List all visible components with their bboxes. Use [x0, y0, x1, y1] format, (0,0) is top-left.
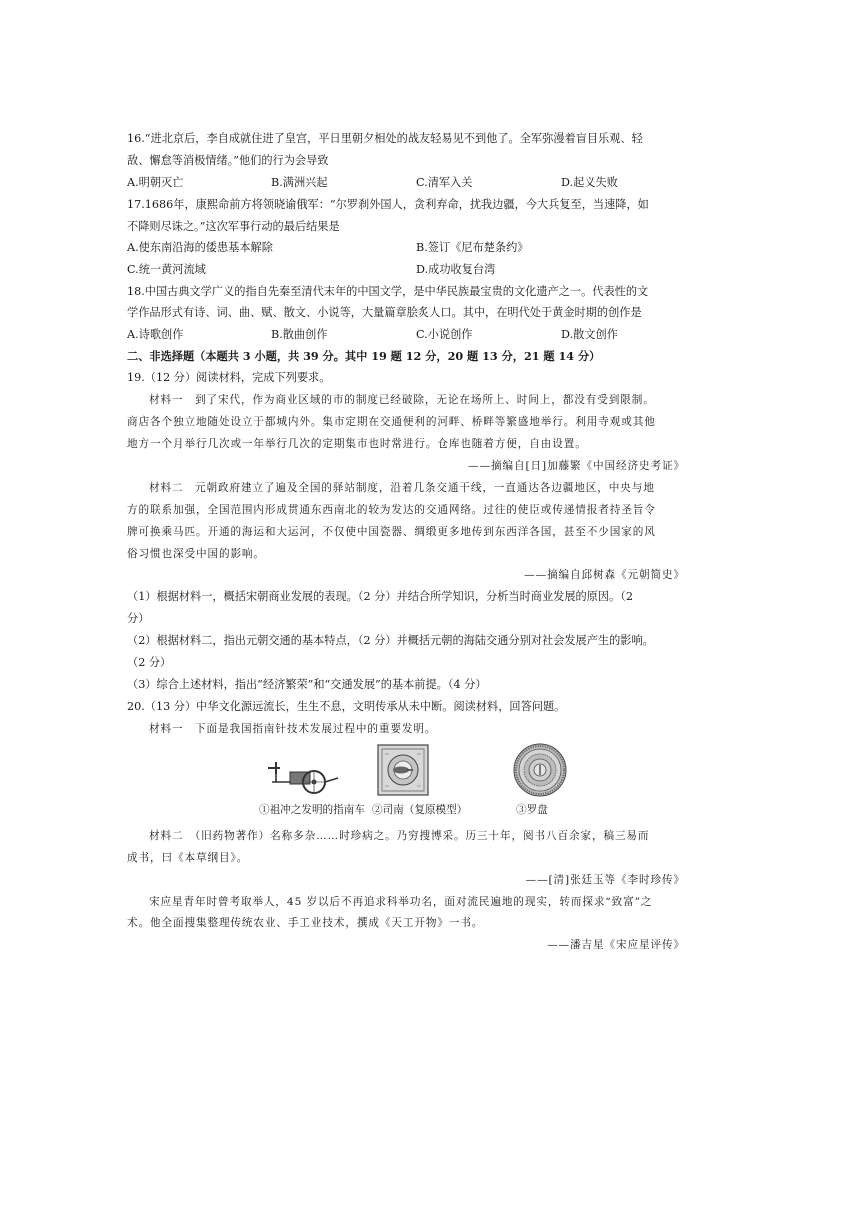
q19-material2-line1: 材料二 元朝政府建立了遍及全国的驿站制度，沿着几条交通干线，一直通达各边疆地区，中央与地	[149, 482, 655, 494]
q19-part1-line2: 分）	[127, 612, 150, 625]
figure3-caption: ③罗盘	[516, 804, 548, 816]
q20-material2-line1: 材料二 （旧药物著作）名称多杂……时珍病之。乃穷搜博采。历三十年，阅书八百余家，稿三易而	[149, 830, 650, 842]
q19-material1-source: ——摘编自[日]加藤繁《中国经济史考证》	[468, 460, 685, 472]
q17-option-d: D.成功收复台湾	[416, 263, 496, 276]
q16-option-b: B.满洲兴起	[271, 176, 328, 189]
q17-option-c: C.统一黄河流域	[127, 263, 206, 276]
q19-material2-line3: 牌可换乘马匹。开通的海运和大运河，不仅使中国瓷器、绸缎更多地传到东西洋各国，甚至不少国家的风	[127, 526, 656, 538]
q19-intro: 19.（12 分）阅读材料，完成下列要求。	[127, 371, 331, 384]
q19-material1-line2: 商店各个独立地随处设立于都城内外。集市定期在交通便利的河畔、桥畔等繁盛地举行。利用寺观或其他	[127, 416, 656, 428]
figure1-caption: ①祖冲之发明的指南车	[259, 804, 365, 816]
q20-material1: 材料一 下面是我国指南针技术发展过程中的重要发明。	[149, 723, 437, 735]
sinan-model-image	[377, 744, 429, 796]
q18-stem-line2: 学作品形式有诗、词、曲、赋、散文、小说等，大量篇章脍炙人口。其中，在明代处于黄金时期的创作是	[127, 306, 642, 319]
q20-material3-source: ——潘吉星《宋应星评传》	[547, 939, 685, 951]
q19-part2-line2: （2 分）	[127, 656, 172, 669]
q17-stem-line2: 不降则尽诛之。”这次军事行动的最后结果是	[127, 220, 340, 233]
figure2-caption: ②司南（复原模型）	[372, 804, 468, 816]
q17-option-b: B.签订《尼布楚条约》	[416, 241, 529, 254]
q20-material3-line2: 术。他全面搜集整理传统农业、手工业技术，撰成《天工开物》一书。	[127, 917, 484, 929]
q20-material2-line2: 成书，曰《本草纲目》。	[127, 852, 249, 864]
q18-option-a: A.诗歌创作	[127, 328, 184, 341]
q19-material2-source: ——摘编自邱树森《元朝简史》	[524, 569, 685, 581]
q19-material2-line4: 俗习惯也深受中国的影响。	[127, 548, 265, 560]
south-pointing-chariot-image	[262, 752, 342, 796]
q19-material1-line1: 材料一 到了宋代，作为商业区域的市的制度已经破除，无论在场所上、时间上，都没有受到限制。	[149, 394, 655, 406]
section-two-heading: 二、非选择题（本题共 3 小题，共 39 分。其中 19 题 12 分，20 题 13 分，21 题 14 分）	[127, 349, 601, 363]
q20-intro: 20.（13 分）中华文化源远流长，生生不息，文明传承从未中断。阅读材料，回答问题。	[127, 700, 566, 713]
q17-stem-line1: 17.1686年，康熙命前方将领晓谕俄军：“尔罗刹外国人，贪利弃命，扰我边疆，今大兵复至，当速降，如	[127, 198, 649, 211]
q19-material2-line2: 方的联系加强，全国范围内形成贯通东西南北的较为发达的交通网络。过往的使臣或传递情报者持圣旨令	[127, 504, 656, 516]
q19-part3: （3）综合上述材料，指出“经济繁荣”和“交通发展”的基本前提。（4 分）	[127, 678, 487, 691]
q16-option-c: C.清军入关	[416, 176, 473, 189]
q16-stem-line1: 16.“进北京后，李自成就住进了皇宫，平日里朝夕相处的战友轻易见不到他了。全军弥漫着盲目乐观、轻	[127, 132, 643, 145]
q18-stem-line1: 18.中国古典文学广义的指自先秦至清代末年的中国文学，是中华民族最宝贵的文化遗产之一。代表性的文	[127, 285, 649, 298]
q20-material3-line1: 宋应星青年时曾考取举人，45 岁以后不再追求科举功名，面对流民遍地的现实，转而探求“致富”之	[149, 896, 653, 908]
q16-option-a: A.明朝灭亡	[127, 176, 184, 189]
q17-option-a: A.使东南沿海的倭患基本解除	[127, 241, 273, 254]
q19-part2-line1: （2）根据材料二，指出元朝交通的基本特点，（2 分）并概括元朝的海陆交通分别对社会发展产生的影响。	[127, 634, 654, 647]
q18-option-b: B.散曲创作	[271, 328, 328, 341]
q19-part1-line1: （1）根据材料一，概括宋朝商业发展的表现。（2 分）并结合所学知识，分析当时商业发展的原因。（2	[127, 590, 633, 603]
q20-material2-source: ——[清]张廷玉等《李时珍传》	[525, 874, 685, 886]
q16-option-d: D.起义失败	[561, 176, 618, 189]
q18-option-c: C.小说创作	[416, 328, 473, 341]
q16-stem-line2: 敌、懈怠等消极情绪。”他们的行为会导致	[127, 154, 329, 167]
q19-material1-line3: 地方一个月举行几次或一年举行几次的定期集市也时常进行。仓库也随着方便，自由设置。	[127, 438, 587, 450]
luopan-compass-image	[513, 743, 567, 797]
q18-option-d: D.散文创作	[561, 328, 618, 341]
